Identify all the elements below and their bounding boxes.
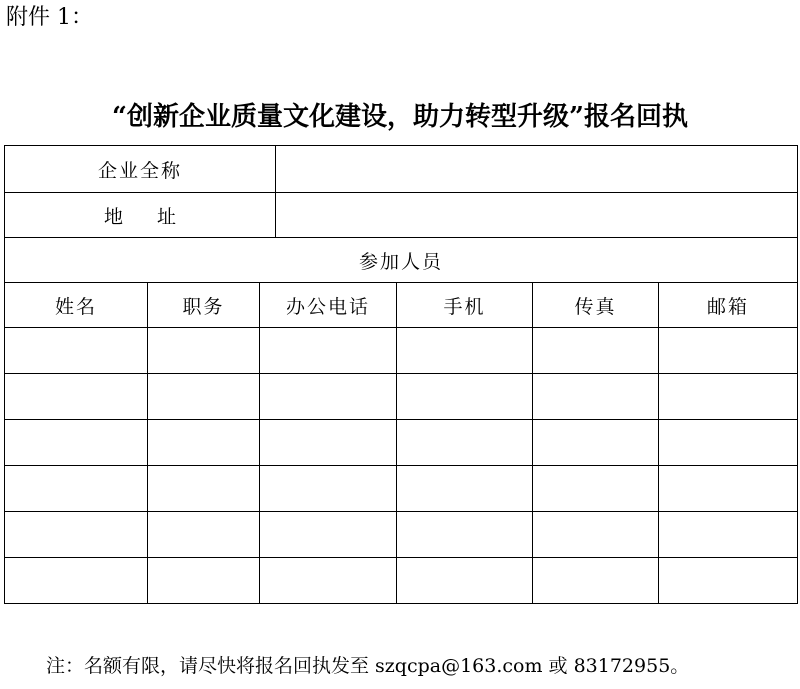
participant-mobile-cell[interactable] [397, 420, 533, 466]
participant-office-phone-cell[interactable] [260, 420, 397, 466]
participant-row [5, 420, 798, 466]
participant-email-cell[interactable] [659, 466, 798, 512]
document-title: “创新企业质量文化建设，助力转型升级”报名回执 [112, 102, 688, 132]
participant-fax-cell[interactable] [533, 512, 659, 558]
participant-fax-cell[interactable] [533, 466, 659, 512]
participant-name-cell[interactable] [5, 558, 148, 604]
participant-mobile-cell[interactable] [397, 374, 533, 420]
participant-name-cell[interactable] [5, 466, 148, 512]
column-header-fax: 传真 [533, 283, 659, 328]
address-label-char-1: 地 [104, 205, 124, 228]
participant-row [5, 374, 798, 420]
participant-office-phone-cell[interactable] [260, 328, 397, 374]
participant-email-cell[interactable] [659, 328, 798, 374]
participant-position-cell[interactable] [148, 328, 260, 374]
address-label [5, 193, 276, 238]
participant-fax-cell[interactable] [533, 420, 659, 466]
participant-email-cell[interactable] [659, 512, 798, 558]
participant-mobile-cell[interactable] [397, 466, 533, 512]
participants-heading-row [5, 238, 798, 283]
participant-name-cell[interactable] [5, 420, 148, 466]
column-header-mobile: 手机 [397, 283, 533, 328]
participant-position-cell[interactable] [148, 420, 260, 466]
participant-mobile-cell[interactable] [397, 328, 533, 374]
participant-office-phone-cell[interactable] [260, 374, 397, 420]
participant-email-cell[interactable] [659, 558, 798, 604]
participant-row [5, 328, 798, 374]
attachment-label: 附件 1： [6, 5, 93, 30]
participant-office-phone-cell[interactable] [260, 558, 397, 604]
participant-name-cell[interactable] [5, 512, 148, 558]
company-name-label: 企业全称 [5, 146, 276, 193]
company-row [5, 146, 798, 193]
participant-row [5, 466, 798, 512]
participant-email-cell[interactable] [659, 420, 798, 466]
participant-position-cell[interactable] [148, 558, 260, 604]
participants-header-row [5, 283, 798, 328]
participant-name-cell[interactable] [5, 328, 148, 374]
column-header-email: 邮箱 [659, 283, 798, 328]
participant-email-cell[interactable] [659, 374, 798, 420]
footer-note: 注：名额有限，请尽快将报名回执发至 szqcpa@163.com 或 83172955。 [46, 655, 690, 677]
column-header-position: 职务 [148, 283, 260, 328]
participant-mobile-cell[interactable] [397, 558, 533, 604]
address-field[interactable] [276, 193, 798, 238]
participant-fax-cell[interactable] [533, 328, 659, 374]
company-name-field[interactable] [276, 146, 798, 193]
participant-fax-cell[interactable] [533, 558, 659, 604]
participant-row [5, 558, 798, 604]
participant-fax-cell[interactable] [533, 374, 659, 420]
participant-position-cell[interactable] [148, 466, 260, 512]
participant-office-phone-cell[interactable] [260, 512, 397, 558]
participant-position-cell[interactable] [148, 374, 260, 420]
participant-name-cell[interactable] [5, 374, 148, 420]
address-row [5, 193, 798, 238]
participant-mobile-cell[interactable] [397, 512, 533, 558]
column-header-name: 姓名 [5, 283, 148, 328]
participant-office-phone-cell[interactable] [260, 466, 397, 512]
column-header-office-phone: 办公电话 [260, 283, 397, 328]
address-label-char-2: 址 [157, 205, 177, 228]
participant-position-cell[interactable] [148, 512, 260, 558]
participants-heading: 参加人员 [5, 238, 798, 283]
participant-row [5, 512, 798, 558]
registration-form-table [4, 145, 798, 604]
